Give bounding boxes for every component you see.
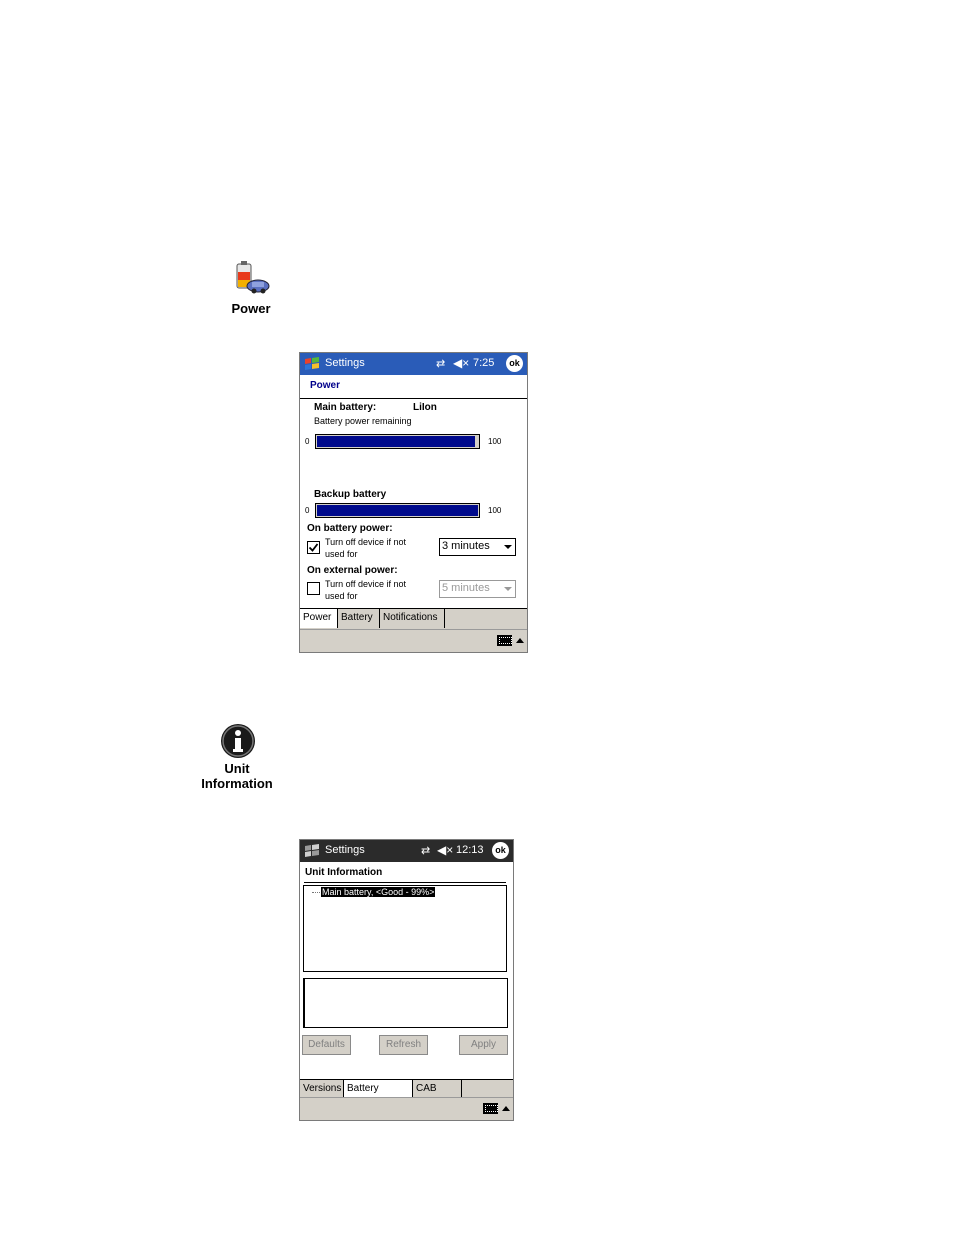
tab-battery[interactable]: Battery xyxy=(338,609,380,628)
main-battery-type: LiIon xyxy=(413,402,437,413)
power-settings-icon[interactable] xyxy=(228,258,274,298)
main-battery-fill xyxy=(317,436,475,447)
tab-bar xyxy=(300,608,527,629)
tab-power[interactable]: Power xyxy=(300,609,338,628)
keyboard-icon[interactable] xyxy=(483,1103,498,1114)
main-battery-bar xyxy=(315,434,480,449)
connectivity-icon[interactable]: ⇄ xyxy=(436,358,446,370)
on-external-timeout-select[interactable] xyxy=(439,580,516,598)
tree-item-main-battery[interactable]: Main battery, <Good - 99%> xyxy=(322,887,435,897)
speaker-mute-icon[interactable]: ◀× xyxy=(437,843,454,857)
main-battery-label: Main battery: xyxy=(314,402,377,413)
refresh-button[interactable]: Refresh xyxy=(379,1035,428,1055)
on-external-text-2: used for xyxy=(325,591,358,601)
tab-notifications[interactable]: Notifications xyxy=(380,609,445,628)
connectivity-icon[interactable]: ⇄ xyxy=(421,845,431,857)
tab-cab-files[interactable]: CAB xyxy=(413,1080,462,1099)
app-title: Settings xyxy=(325,357,365,369)
main-bar-min: 0 xyxy=(305,437,310,446)
page-title: Unit Information xyxy=(305,867,383,878)
clock[interactable]: 7:25 xyxy=(473,357,495,369)
title-bar xyxy=(300,840,513,862)
unit-information-screen xyxy=(299,839,514,1121)
backup-battery-bar xyxy=(315,503,480,518)
on-battery-timeout-value: 3 minutes xyxy=(442,540,490,552)
apply-button[interactable]: Apply xyxy=(459,1035,508,1055)
header-divider xyxy=(304,882,506,883)
details-box xyxy=(303,978,508,1028)
power-settings-screen xyxy=(299,352,528,653)
battery-tree-view[interactable] xyxy=(303,885,507,972)
page-title: Power xyxy=(310,380,341,391)
tab-versions[interactable]: Versions xyxy=(300,1080,344,1099)
input-panel-arrow-icon[interactable] xyxy=(516,638,524,643)
command-bar xyxy=(300,1097,513,1120)
command-bar xyxy=(300,629,527,652)
ok-button[interactable]: ok xyxy=(506,355,523,372)
keyboard-icon[interactable] xyxy=(497,635,512,646)
on-battery-checkbox[interactable] xyxy=(307,541,320,554)
unit-icon-label-2: Information xyxy=(201,776,273,791)
on-external-label: On external power: xyxy=(307,565,398,576)
backup-bar-max: 100 xyxy=(488,506,502,515)
dropdown-arrow-icon xyxy=(504,545,512,549)
battery-remaining-label: Battery power remaining xyxy=(314,416,412,426)
input-panel-arrow-icon[interactable] xyxy=(502,1106,510,1111)
on-battery-text-2: used for xyxy=(325,549,358,559)
speaker-mute-icon[interactable]: ◀× xyxy=(453,356,470,370)
unit-icon-label-1: Unit xyxy=(224,761,250,776)
clock[interactable]: 12:13 xyxy=(456,844,484,856)
header-divider xyxy=(300,398,527,399)
on-external-timeout-value: 5 minutes xyxy=(442,582,490,594)
on-battery-text-1: Turn off device if not xyxy=(325,537,407,547)
on-external-checkbox[interactable] xyxy=(307,582,320,595)
app-title: Settings xyxy=(325,844,365,856)
backup-battery-label: Backup battery xyxy=(314,489,387,500)
tab-battery-status[interactable]: Battery xyxy=(344,1080,413,1099)
on-battery-timeout-select[interactable] xyxy=(439,538,516,556)
title-bar xyxy=(300,353,527,375)
dropdown-arrow-icon xyxy=(504,587,512,591)
start-menu-icon[interactable] xyxy=(303,842,321,860)
main-bar-max: 100 xyxy=(488,437,502,446)
tree-connector xyxy=(312,892,320,893)
defaults-button[interactable]: Defaults xyxy=(302,1035,351,1055)
battery-plug-icon xyxy=(228,258,274,298)
info-icon xyxy=(219,722,257,760)
checkmark-icon xyxy=(308,542,319,553)
power-icon-label: Power xyxy=(231,301,271,316)
backup-bar-min: 0 xyxy=(305,506,310,515)
on-battery-label: On battery power: xyxy=(307,523,393,534)
unit-information-settings-icon[interactable] xyxy=(219,722,257,760)
ok-button[interactable]: ok xyxy=(492,842,509,859)
backup-battery-fill xyxy=(317,505,478,516)
start-menu-icon[interactable] xyxy=(303,355,321,373)
on-external-text-1: Turn off device if not xyxy=(325,579,407,589)
